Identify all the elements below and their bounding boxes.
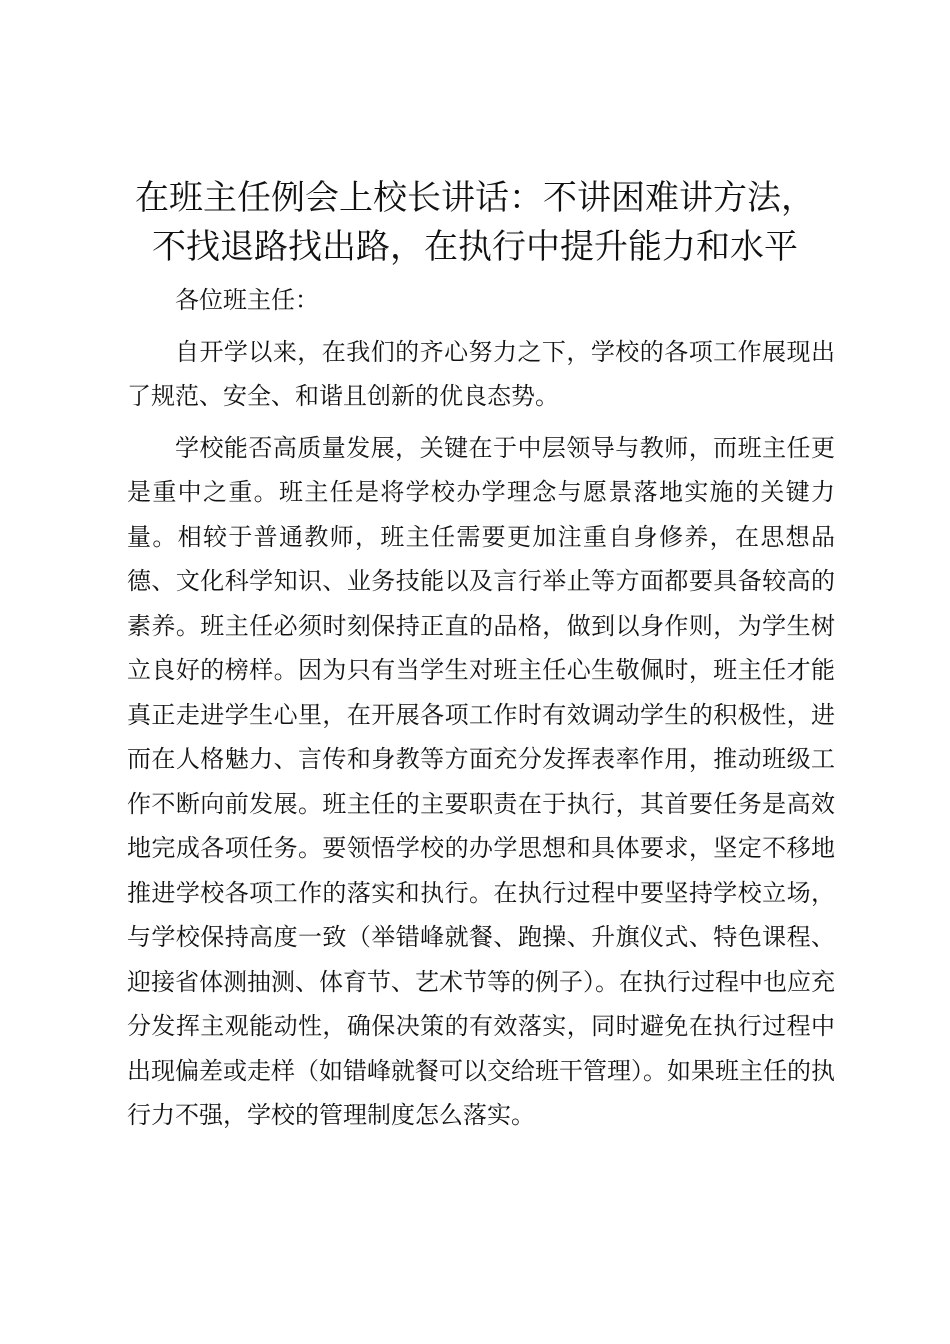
document-body <box>127 278 835 1138</box>
salutation: 各位班主任： <box>175 286 319 314</box>
title-line-2: 不找退路找出路，在执行中提升能力和水平 <box>152 227 798 267</box>
paragraph-opening: 自开学以来，在我们的齐心努力之下，学校的各项工作展现出了规范、安全、和谐且创新的优良态势。 <box>127 337 835 410</box>
paragraph-main: 学校能否高质量发展，关键在于中层领导与教师，而班主任更是重中之重。班主任是将学校办学理念与愿景落地实施的关键力量。相较于普通教师，班主任需要更加注重自身修养，在思想品德、文化科学知识、业务技能以及言行举止等方面都要具备较高的素养。班主任必须时刻保持正直的品格，做到以身作则，为学生树立良好的榜样。因为只有当学生对班主任心生敬佩时，班主任才能真正走进学生心里，在开展各项工作时有效调动学生的积极性，进而在人格魅力、言传和身教等方面充分发挥表率作用，推动班级工作不断向前发展。班主任的主要职责在于执行，其首要任务是高效地完成各项任务。要领悟学校的办学思想和具体要求，坚定不移地推进学校各项工作的落实和执行。在执行过程中要坚持学校立场，与学校保持高度一致（举错峰就餐、跑操、升旗仪式、特色课程、迎接省体测抽测、体育节、艺术节等的例子）。在执行过程中也应充分发挥主观能动性，确保决策的有效落实，同时避免在执行过程中出现偏差或走样（如错峰就餐可以交给班干管理）。如果班主任的执行力不强，学校的管理制度怎么落实。 <box>127 433 835 1129</box>
document-title <box>112 174 838 272</box>
title-line-1: 在班主任例会上校长讲话：不讲困难讲方法， <box>135 178 815 218</box>
